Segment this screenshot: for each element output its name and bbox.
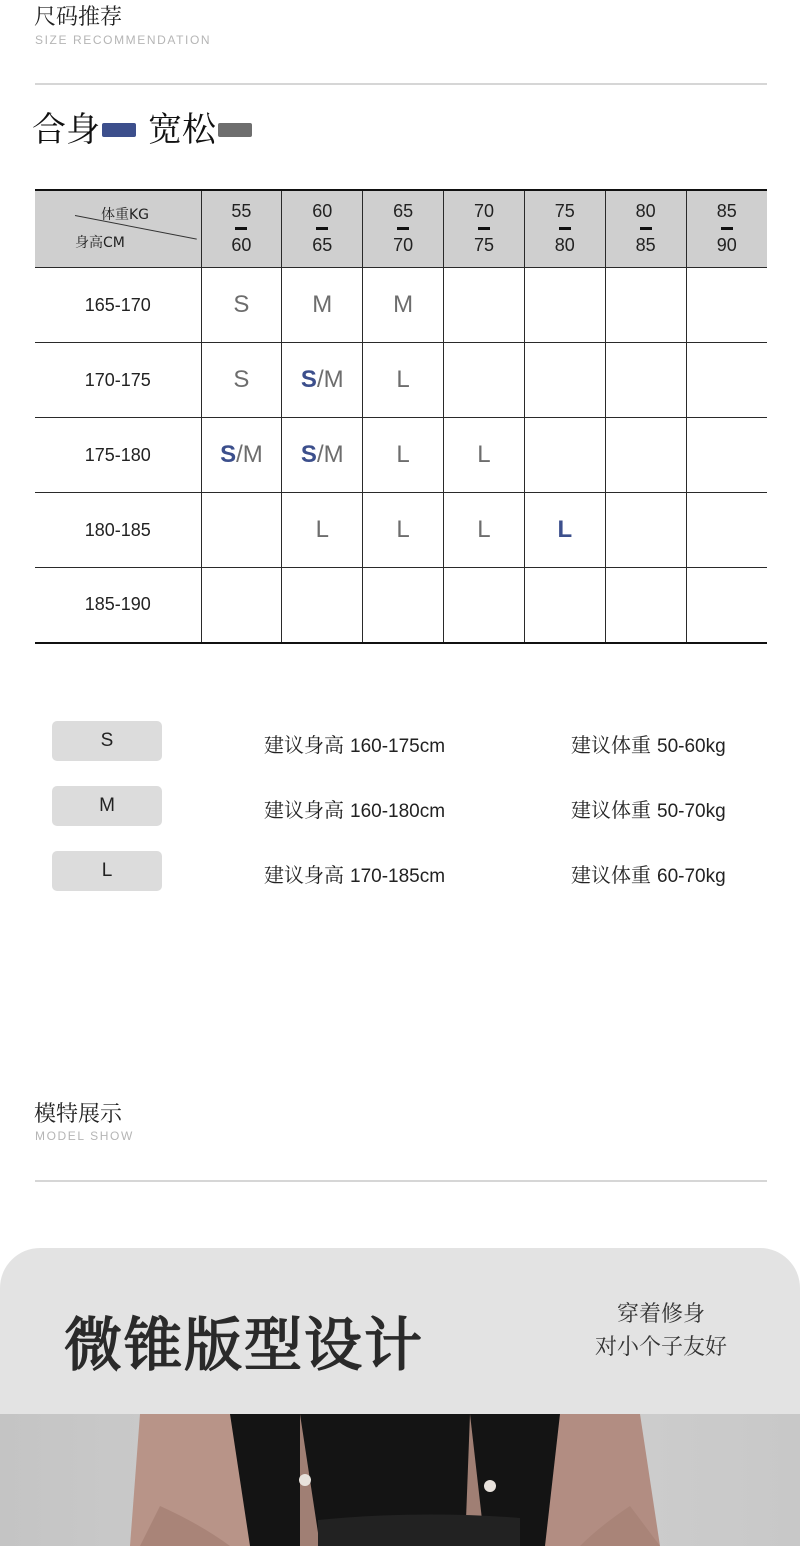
recommended-height <box>264 794 445 823</box>
weight-from: 75 <box>554 201 575 222</box>
model-section-subtitle: MODEL SHOW <box>35 1129 134 1143</box>
table-row <box>35 568 767 643</box>
weight-from: 65 <box>393 201 414 222</box>
size-pill: S <box>52 721 162 761</box>
size-cell: M <box>363 268 444 343</box>
height-range-cell: 175-180 <box>35 418 201 493</box>
weight-from: 80 <box>635 201 656 222</box>
weight-column-header <box>282 190 363 268</box>
size-cell <box>605 268 686 343</box>
size-loose-part: /M <box>316 366 344 393</box>
size-cell: L <box>524 493 605 568</box>
size-fit-part: S <box>300 366 317 393</box>
weight-to: 75 <box>473 235 494 255</box>
table-row <box>35 493 767 568</box>
size-cell <box>605 568 686 643</box>
size-section-subtitle: SIZE RECOMMENDATION <box>35 33 212 47</box>
size-cell <box>201 568 282 643</box>
recommended-weight <box>571 859 726 888</box>
size-cell <box>444 568 525 643</box>
divider <box>35 1180 767 1182</box>
weight-column-header <box>201 190 282 268</box>
weight-value: 60-70kg <box>657 866 726 887</box>
weight-column-header <box>444 190 525 268</box>
banner-side-line: 穿着修身 <box>616 1302 705 1327</box>
size-section-title: 尺码推荐 <box>34 5 123 30</box>
weight-value: 50-70kg <box>657 801 726 822</box>
banner-side-text <box>586 1298 736 1364</box>
weight-to: 60 <box>231 235 252 255</box>
weight-from: 70 <box>473 201 494 222</box>
fit-legend <box>32 108 252 152</box>
size-cell <box>605 418 686 493</box>
size-cell <box>444 343 525 418</box>
weight-from: 60 <box>312 201 333 222</box>
range-dash <box>235 227 247 230</box>
size-cell <box>201 418 282 493</box>
table-row <box>35 343 767 418</box>
height-range-cell: 185-190 <box>35 568 201 643</box>
size-pill: M <box>52 786 162 826</box>
size-cell <box>605 493 686 568</box>
legend-fit-label: 合身 <box>32 110 100 150</box>
size-cell <box>282 343 363 418</box>
divider <box>35 83 767 85</box>
height-value: 160-180cm <box>350 801 446 822</box>
banner-headline: 微锥版型设计 <box>64 1311 425 1379</box>
model-photo-illustration <box>0 1414 800 1546</box>
weight-from: 55 <box>231 201 252 222</box>
weight-column-header <box>363 190 444 268</box>
recommended-height <box>264 859 445 888</box>
weight-to: 85 <box>635 235 656 255</box>
table-corner-cell <box>35 190 201 268</box>
weight-to: 90 <box>716 235 737 255</box>
range-dash <box>640 227 652 230</box>
size-cell <box>524 343 605 418</box>
size-cell: L <box>363 418 444 493</box>
size-cell: L <box>363 493 444 568</box>
recommendation-row-m <box>52 786 762 826</box>
range-dash <box>559 227 571 230</box>
size-loose-part: /M <box>316 441 344 468</box>
height-value: 160-175cm <box>350 736 446 757</box>
recommended-weight <box>571 729 726 758</box>
range-dash <box>478 227 490 230</box>
weight-value: 50-60kg <box>657 736 726 757</box>
size-loose-part: /M <box>236 441 263 468</box>
height-label: 建议身高 <box>264 863 344 887</box>
height-range-cell: 180-185 <box>35 493 201 568</box>
legend-loose-swatch <box>218 123 252 137</box>
recommendation-row-l <box>52 851 762 891</box>
size-cell: L <box>444 418 525 493</box>
height-value: 170-185cm <box>350 866 446 887</box>
weight-label: 建议体重 <box>571 733 651 757</box>
size-cell <box>363 568 444 643</box>
size-cell <box>686 493 767 568</box>
size-cell <box>282 568 363 643</box>
weight-from: 85 <box>716 201 737 222</box>
weight-to: 70 <box>393 235 414 255</box>
table-row <box>35 268 767 343</box>
size-cell: M <box>282 268 363 343</box>
size-fit-part: S <box>220 441 237 468</box>
table-row <box>35 418 767 493</box>
legend-loose-label: 宽松 <box>148 110 216 150</box>
size-cell <box>524 418 605 493</box>
weight-column-header <box>605 190 686 268</box>
height-range-cell: 170-175 <box>35 343 201 418</box>
corner-height-label: 身高CM <box>75 235 125 251</box>
weight-label: 建议体重 <box>571 863 651 887</box>
height-label: 建议身高 <box>264 798 344 822</box>
size-cell <box>282 418 363 493</box>
size-cell <box>201 493 282 568</box>
model-section-title: 模特展示 <box>34 1102 123 1127</box>
legend-fit-swatch <box>102 123 136 137</box>
banner-side-line: 对小个子友好 <box>594 1335 727 1360</box>
table-header-row <box>35 190 767 268</box>
range-dash <box>316 227 328 230</box>
model-photo <box>0 1414 800 1546</box>
recommended-height <box>264 729 445 758</box>
size-pill: L <box>52 851 162 891</box>
size-cell <box>444 268 525 343</box>
size-cell: L <box>363 343 444 418</box>
size-cell <box>524 268 605 343</box>
size-fit-part: S <box>300 441 317 468</box>
weight-to: 65 <box>312 235 333 255</box>
size-cell <box>524 568 605 643</box>
size-cell <box>686 343 767 418</box>
size-cell: S <box>201 268 282 343</box>
weight-column-header <box>686 190 767 268</box>
size-cell <box>686 268 767 343</box>
size-cell <box>686 418 767 493</box>
size-cell: L <box>282 493 363 568</box>
size-cell: S <box>201 343 282 418</box>
recommendation-row-s <box>52 721 762 761</box>
height-label: 建议身高 <box>264 733 344 757</box>
size-cell: L <box>444 493 525 568</box>
size-cell <box>686 568 767 643</box>
corner-weight-label: 体重KG <box>101 207 150 223</box>
range-dash <box>397 227 409 230</box>
weight-column-header <box>524 190 605 268</box>
design-banner <box>0 1248 800 1414</box>
weight-label: 建议体重 <box>571 798 651 822</box>
range-dash <box>721 227 733 230</box>
weight-to: 80 <box>554 235 575 255</box>
height-range-cell: 165-170 <box>35 268 201 343</box>
size-cell <box>605 343 686 418</box>
size-table <box>35 189 767 644</box>
recommended-weight <box>571 794 726 823</box>
